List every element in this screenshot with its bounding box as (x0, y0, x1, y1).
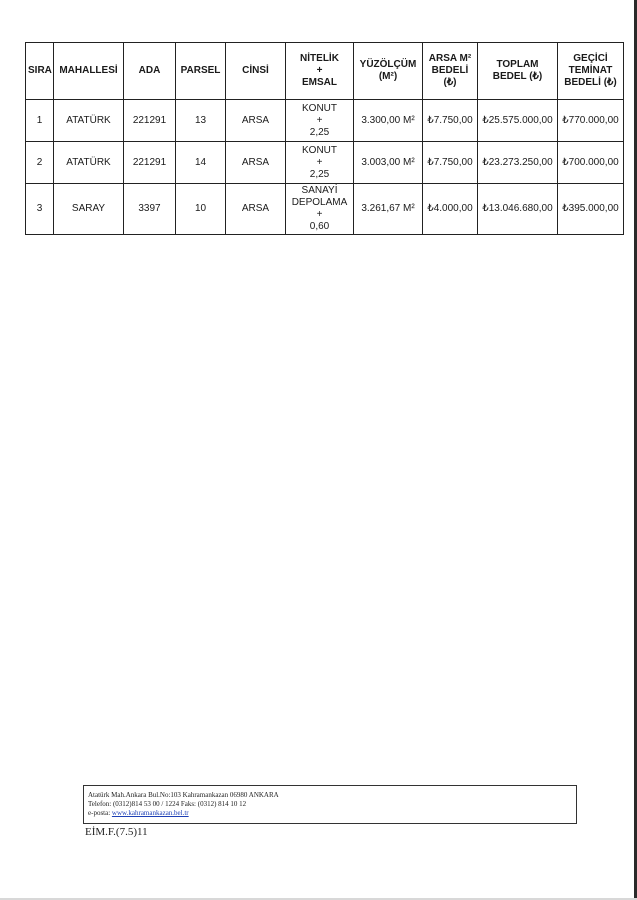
header-sira: SIRA (26, 43, 54, 100)
header-ada: ADA (124, 43, 176, 100)
cell-cinsi: ARSA (226, 142, 286, 184)
header-yuzolcum-line-1: YÜZÖLÇÜM (359, 59, 417, 70)
footer-website-link[interactable]: www.kahramankazan.bel.tr (111, 809, 189, 817)
table-row (26, 100, 624, 142)
footer-phone: Telefon: (0312)814 53 00 / 1224 Faks: (0312) 814 10 12 (88, 800, 247, 808)
table-header-row (26, 43, 624, 100)
cell-nitelik-line: KONUT (302, 102, 337, 114)
header-nitelik-line-3: EMSAL (302, 77, 337, 88)
cell-nitelik-line: KONUT (302, 144, 337, 156)
cell-gecici: ₺770.000,00 (558, 100, 624, 142)
cell-yuzolcum: 3.003,00 M² (354, 142, 423, 184)
header-gecici-line-2: TEMİNAT (568, 65, 613, 76)
cell-nitelik-line: + (316, 209, 323, 220)
header-arsa-line-1: ARSA M² (428, 53, 472, 64)
header-arsa-line-3: (₺) (443, 77, 457, 88)
header-toplam-line-1: TOPLAM (496, 59, 539, 70)
cell-mahallesi: ATATÜRK (54, 142, 124, 184)
cell-sira: 2 (26, 142, 54, 184)
header-toplam-line-2: BEDEL (₺) (492, 71, 543, 82)
header-nitelik-line-1: NİTELİK (300, 53, 339, 64)
cell-sira: 3 (26, 184, 54, 235)
cell-toplam: ₺23.273.250,00 (478, 142, 558, 184)
cell-parsel: 14 (176, 142, 226, 184)
header-gecici-line-3: BEDELİ (₺) (564, 77, 617, 88)
cell-nitelik (286, 100, 354, 142)
header-arsa-line-2: BEDELİ (431, 65, 469, 76)
cell-nitelik-line: 2,25 (309, 126, 330, 138)
cell-sira: 1 (26, 100, 54, 142)
table-row (26, 142, 624, 184)
footer-contact-box (83, 785, 577, 824)
cell-ada: 221291 (124, 100, 176, 142)
cell-nitelik-line: + (316, 156, 323, 168)
cell-gecici: ₺700.000,00 (558, 142, 624, 184)
cell-parsel: 10 (176, 184, 226, 235)
cell-nitelik (286, 184, 354, 235)
header-mahallesi: MAHALLESİ (54, 43, 124, 100)
header-yuzolcum-line-2: (M²) (378, 71, 398, 82)
cell-toplam: ₺25.575.000,00 (478, 100, 558, 142)
cell-nitelik-line: 2,25 (309, 168, 330, 180)
header-nitelik-line-2: + (316, 65, 323, 76)
footer-email-label: e-posta: (88, 809, 112, 817)
cell-toplam: ₺13.046.680,00 (478, 184, 558, 235)
header-parsel: PARSEL (176, 43, 226, 100)
header-arsa-m2-bedeli (423, 43, 478, 100)
header-nitelik-emsal (286, 43, 354, 100)
cell-nitelik-line: SANAYİ (301, 185, 338, 196)
cell-mahallesi: SARAY (54, 184, 124, 235)
cell-arsa-m2: ₺4.000,00 (423, 184, 478, 235)
cell-parsel: 13 (176, 100, 226, 142)
cell-nitelik (286, 142, 354, 184)
cell-arsa-m2: ₺7.750,00 (423, 100, 478, 142)
cell-nitelik-line: 0,60 (309, 221, 330, 232)
table-row (26, 184, 624, 235)
header-toplam-bedel (478, 43, 558, 100)
cell-gecici: ₺395.000,00 (558, 184, 624, 235)
footer-email-line (88, 809, 576, 818)
cell-cinsi: ARSA (226, 184, 286, 235)
parcel-table (25, 42, 624, 235)
cell-nitelik-line: + (316, 114, 323, 126)
form-code: EİM.F.(7.5)11 (85, 826, 148, 838)
footer-address: Atatürk Mah.Ankara Bul.No:103 Kahramankazan 06980 ANKARA (88, 791, 279, 799)
header-cinsi: CİNSİ (226, 43, 286, 100)
cell-ada: 3397 (124, 184, 176, 235)
cell-cinsi: ARSA (226, 100, 286, 142)
header-gecici-teminat (558, 43, 624, 100)
cell-ada: 221291 (124, 142, 176, 184)
cell-yuzolcum: 3.261,67 M² (354, 184, 423, 235)
header-gecici-line-1: GEÇİCİ (573, 53, 608, 64)
cell-mahallesi: ATATÜRK (54, 100, 124, 142)
cell-nitelik-line: DEPOLAMA (291, 197, 348, 208)
cell-yuzolcum: 3.300,00 M² (354, 100, 423, 142)
cell-arsa-m2: ₺7.750,00 (423, 142, 478, 184)
header-yuzolcum (354, 43, 423, 100)
